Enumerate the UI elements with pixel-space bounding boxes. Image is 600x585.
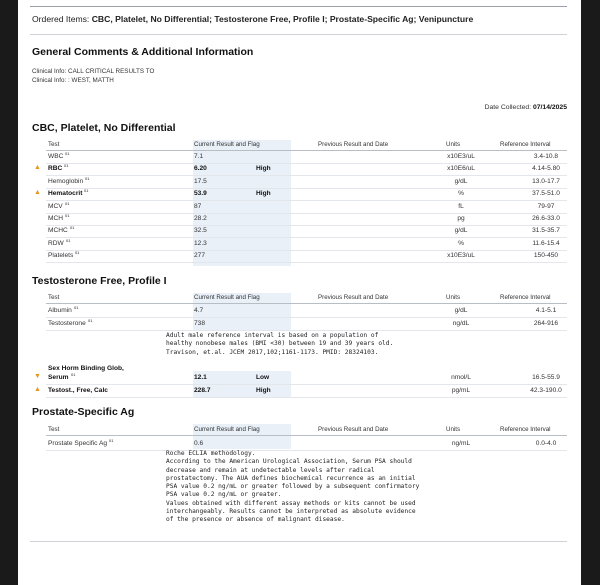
footnote-marker: 01	[64, 163, 69, 169]
reference-interval: 31.5-35.7	[532, 227, 560, 235]
high-flag-icon: ▲	[34, 189, 41, 197]
footnote-marker: 01	[109, 438, 114, 443]
result-row	[46, 250, 567, 263]
date-collected-value: 07/14/2025	[532, 104, 567, 111]
current-result: 28.2	[194, 215, 207, 222]
column-current-result: Current Result and Flag	[194, 141, 260, 148]
units: fL	[458, 202, 464, 210]
result-row	[34, 188, 567, 201]
footnote-marker: 01	[85, 175, 90, 181]
reference-interval: 26.6-33.0	[532, 215, 560, 222]
footnote-marker: 01	[70, 225, 75, 231]
ordered-items-label: Ordered Items:	[32, 14, 90, 24]
footnote-marker: 01	[66, 237, 71, 243]
column-previous-result: Previous Result and Date	[318, 141, 389, 148]
test-name: Albumin	[48, 307, 72, 314]
units: x10E6/uL	[447, 165, 475, 173]
current-result: 738	[194, 320, 206, 327]
reference-interval: 13.0-17.7	[532, 177, 560, 185]
current-result: 17.5	[194, 177, 207, 185]
footnote-marker: 01	[65, 151, 70, 156]
current-result: 12.3	[194, 239, 207, 247]
ordered-items-list: CBC, Platelet, No Differential; Testosterone Free, Profile I; Prostate-Specific Ag; Venipuncture	[91, 14, 474, 24]
result-flag: Low	[256, 374, 270, 381]
divider	[30, 34, 567, 35]
current-result: 12.1	[194, 374, 207, 381]
test-name: RBC	[48, 165, 63, 173]
result-row	[46, 201, 567, 214]
header-rule	[46, 303, 567, 304]
reference-interval: 11.6-15.4	[532, 239, 560, 247]
footnote-marker: 01	[88, 318, 93, 323]
column-current-result: Current Result and Flag	[194, 426, 260, 433]
result-row	[46, 305, 567, 318]
column-units: Units	[446, 141, 461, 148]
clinical-info-2: Clinical Info: : WEST, MATTH	[32, 77, 114, 84]
units: g/dL	[454, 307, 468, 314]
units: x10E3/uL	[447, 252, 475, 260]
result-row	[46, 238, 567, 251]
units: g/dL	[454, 177, 468, 185]
result-row	[46, 176, 567, 189]
result-row	[34, 385, 567, 398]
top-rule	[30, 6, 567, 7]
test-name: Prostate Specific Ag	[48, 440, 108, 447]
current-result: 6.20	[194, 165, 207, 173]
result-flag: High	[256, 190, 271, 198]
cbc-section-title: CBC, Platelet, No Differential	[32, 122, 176, 134]
current-result: 87	[194, 202, 202, 210]
units: %	[458, 239, 464, 247]
result-row	[46, 151, 567, 164]
current-result: 0.6	[194, 440, 204, 447]
units: x10E3/uL	[447, 153, 475, 160]
test-name: Hematocrit	[48, 190, 83, 198]
header-rule	[46, 435, 567, 436]
test-name: MCH	[48, 215, 64, 222]
footnote-marker: 01	[84, 188, 89, 194]
reference-interval: 4.14-5.80	[532, 165, 560, 173]
ordered-items	[32, 14, 473, 24]
current-result: 7.1	[194, 153, 204, 160]
test-name: WBC	[48, 153, 64, 160]
reference-interval: 264-916	[533, 320, 559, 327]
testosterone-section-title: Testosterone Free, Profile I	[32, 275, 167, 287]
result-row	[34, 372, 567, 385]
units: g/dL	[454, 227, 468, 235]
reference-interval: 150-450	[533, 252, 559, 260]
result-row	[46, 213, 567, 226]
clinical-info-1: Clinical Info: CALL CRITICAL RESULTS TO	[32, 68, 155, 75]
column-units: Units	[446, 294, 461, 301]
units: ng/mL	[451, 440, 471, 447]
column-previous-result: Previous Result and Date	[318, 294, 389, 301]
column-test: Test	[48, 426, 60, 433]
psa-comment: Roche ECLIA methodology. According to the American Urological Association, Serum PSA should decrease and remain at undetectable levels after radical prostatectomy. The AUA defines biochemical recurrence as an initial PSA value 0.2 ng/mL or greater followed by a subsequent confirmatory PSA value 0.2 ng/mL or greater. Values obtained with different assay methods or kits cannot be used interchangeably. Results cannot be interpreted as absolute evidence of the presence or absence of malignant disease.	[166, 450, 420, 524]
column-test: Test	[48, 294, 60, 301]
test-name: RDW	[48, 239, 64, 247]
units: pg	[457, 215, 465, 222]
current-result: 53.9	[194, 190, 207, 198]
footnote-marker: 01	[65, 200, 70, 206]
footnote-marker: 01	[75, 250, 80, 256]
result-flag: High	[256, 387, 271, 394]
psa-section-title: Prostate-Specific Ag	[32, 406, 135, 418]
bottom-rule	[30, 541, 567, 542]
shbg-label: Sex Horm Binding Glob,	[48, 365, 124, 372]
units: ng/dL	[452, 320, 470, 327]
high-flag-icon: ▲	[34, 164, 41, 172]
column-current-result: Current Result and Flag	[194, 294, 260, 301]
low-flag-icon: ▼	[34, 373, 41, 380]
current-result: 32.5	[194, 227, 207, 235]
current-result: 277	[194, 252, 206, 260]
result-row	[46, 225, 567, 238]
test-name: MCHC	[48, 227, 68, 235]
column-previous-result: Previous Result and Date	[318, 426, 389, 433]
units: %	[458, 190, 464, 198]
date-collected	[485, 104, 567, 111]
test-name: Serum	[48, 374, 69, 381]
general-comments-title: General Comments & Additional Information	[32, 46, 254, 58]
test-name: Testosterone	[48, 320, 86, 327]
current-result: 228.7	[194, 387, 211, 394]
footnote-marker: 01	[65, 213, 70, 218]
footnote-marker: 01	[71, 372, 76, 377]
high-flag-icon: ▲	[34, 386, 41, 393]
reference-interval: 37.5-51.0	[532, 190, 560, 198]
test-name: MCV	[48, 202, 63, 210]
test-name: Platelets	[48, 252, 74, 260]
column-units: Units	[446, 426, 461, 433]
result-row	[34, 163, 567, 176]
reference-interval: 0.0-4.0	[535, 440, 557, 447]
units: pg/mL	[451, 387, 471, 394]
footnote-marker: 01	[74, 305, 79, 310]
reference-interval: 3.4-10.8	[533, 153, 559, 160]
current-result: 4.7	[194, 307, 204, 314]
result-row	[46, 318, 567, 331]
column-test: Test	[48, 141, 60, 148]
testosterone-comment: Adult male reference interval is based on a population of healthy nonobese males (BMI <30) between 19 and 39 years old. Travison, et.al. JCEM 2017,102;1161-1173. PMID: 28324103.	[166, 332, 394, 356]
units: nmol/L	[451, 374, 471, 381]
column-reference-interval: Reference Interval	[500, 294, 551, 301]
test-name: Testost., Free, Calc	[48, 387, 108, 394]
reference-interval: 42.3-190.0	[530, 387, 562, 394]
column-reference-interval: Reference Interval	[500, 426, 551, 433]
reference-interval: 79-97	[537, 202, 555, 210]
reference-interval: 4.1-5.1	[535, 307, 557, 314]
lab-report-page	[18, 0, 581, 585]
result-flag: High	[256, 165, 271, 173]
test-name: Hemoglobin	[48, 177, 84, 185]
date-collected-label: Date Collected:	[484, 104, 532, 111]
reference-interval: 16.5-55.9	[532, 374, 560, 381]
column-reference-interval: Reference Interval	[500, 141, 551, 148]
